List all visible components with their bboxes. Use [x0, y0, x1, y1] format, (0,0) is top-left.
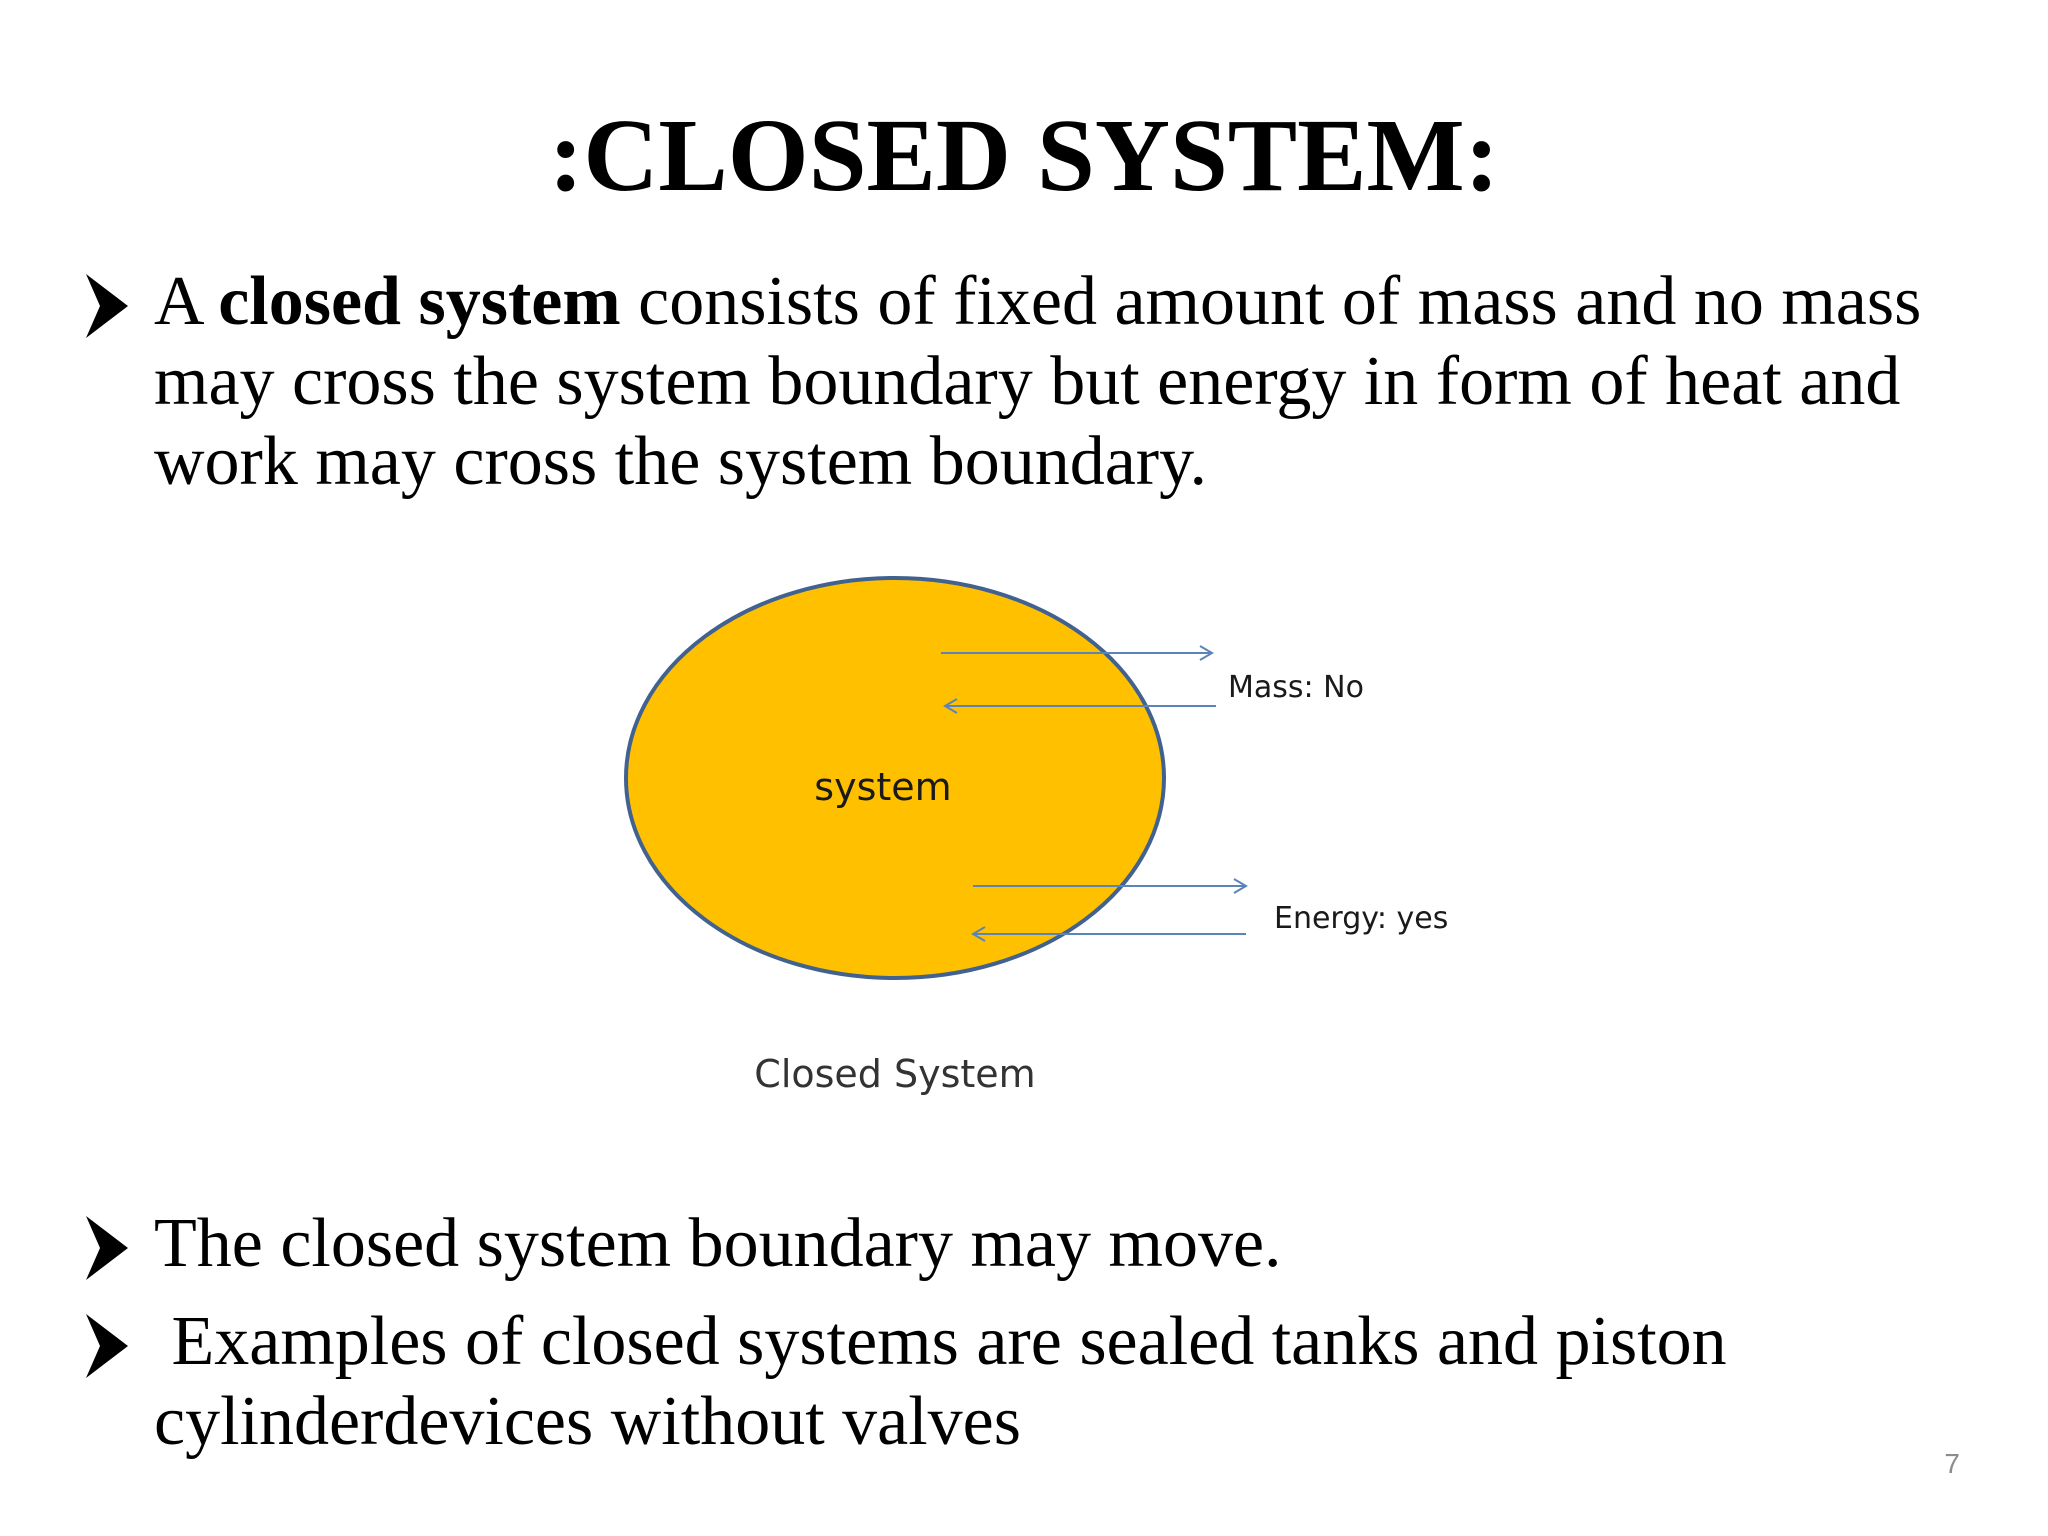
bullet-text: Examples of closed systems are sealed tanks and piston cylinderdevices without valves	[154, 1303, 1745, 1460]
bullet-closed-system-definition	[80, 262, 1980, 502]
bold-term: closed system	[218, 263, 621, 340]
slide-title: :CLOSED SYSTEM:	[548, 98, 1500, 213]
arrowhead-bullet-icon	[80, 1302, 140, 1382]
bullet-text: A closed system consists of fixed amount of mass and no mass may cross the system boundary but energy in form of heat and work may cross the system boundary.	[154, 263, 1922, 500]
page-number: 7	[1944, 1448, 1960, 1479]
bullet-boundary-may-move	[80, 1204, 1980, 1284]
energy-label: Energy: yes	[1274, 901, 1449, 936]
bullet-examples	[80, 1302, 1980, 1462]
arrowhead-bullet-icon	[80, 262, 140, 342]
closed-system-diagram	[600, 560, 1500, 1120]
bullet-text: The closed system boundary may move.	[154, 1205, 1282, 1282]
system-label: system	[814, 765, 952, 809]
arrowhead-bullet-icon	[80, 1204, 140, 1284]
mass-label: Mass: No	[1228, 670, 1364, 705]
diagram-caption: Closed System	[754, 1052, 1036, 1096]
